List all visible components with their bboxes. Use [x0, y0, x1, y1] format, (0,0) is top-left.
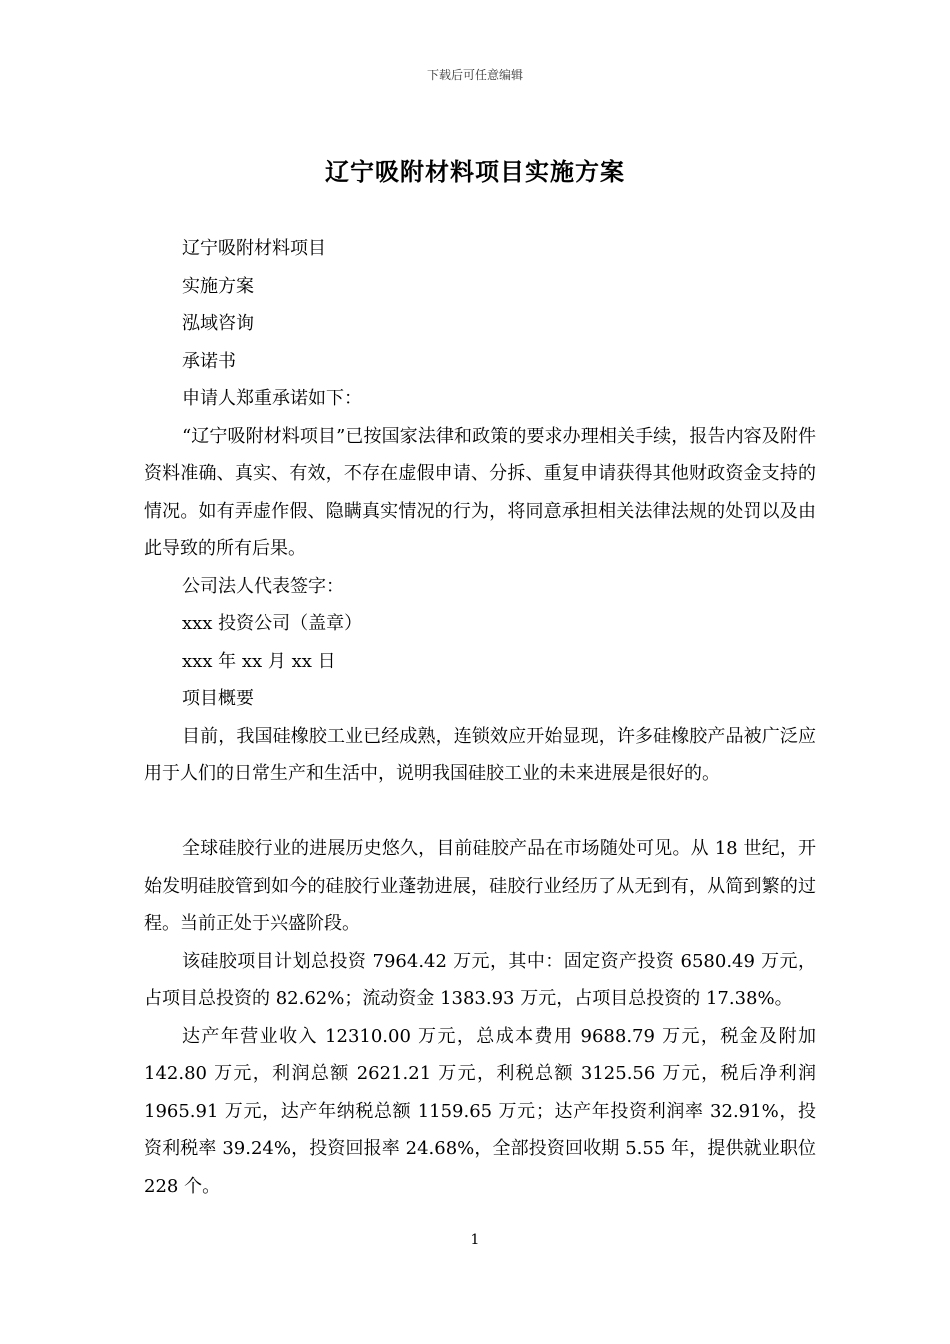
commitment-heading: 承诺书: [182, 350, 236, 372]
overview-paragraph-history: 全球硅胶行业的进展历史悠久，目前硅胶产品在市场随处可见。从 18 世纪，开始发明硅胶管到如今的硅胶行业蓬勃进展，硅胶行业经历了从无到有，从简到繁的过程。当前正处于兴盛阶段。: [144, 838, 816, 934]
overview-paragraph-financials: 达产年营业收入 12310.00 万元，总成本费用 9688.79 万元，税金及附加 142.80 万元，利润总额 2621.21 万元，利税总额 3125.56 万元，税后净利润 1965.91 万元，达产年纳税总额 1159.65 万元；达产年投资利润率 32.91%，投资利税率 39.24%，投资回报率 24.68%，全部投资回收期 5.55 年，提供就业职位 228 个。: [144, 1025, 816, 1197]
company-seal-line: xxx 投资公司（盖章）: [182, 613, 363, 634]
document-body: [144, 230, 816, 1205]
overview-heading: 项目概要: [182, 688, 254, 709]
consultant-line: 泓域咨询: [182, 313, 254, 334]
paragraph-spacer: [144, 793, 816, 831]
commitment-body: “辽宁吸附材料项目”已按国家法律和政策的要求办理相关手续，报告内容及附件资料准确、真实、有效，不存在虚假申请、分拆、重复申请获得其他财政资金支持的情况。如有弄虚作假、隐瞒真实情况的行为，将同意承担相关法律法规的处罚以及由此导致的所有后果。: [144, 425, 816, 559]
signature-label: 公司法人代表签字：: [182, 575, 344, 597]
project-name-line: 辽宁吸附材料项目: [182, 238, 326, 259]
page-number: 1: [470, 1232, 480, 1248]
overview-paragraph-investment: 该硅胶项目计划总投资 7964.42 万元，其中：固定资产投资 6580.49 万元，占项目总投资的 82.62%；流动资金 1383.93 万元，占项目总投资的 17.38%。: [144, 950, 816, 1009]
overview-paragraph-industry: 目前，我国硅橡胶工业已经成熟，连锁效应开始显现，许多硅橡胶产品被广泛应用于人们的日常生产和生活中，说明我国硅胶工业的未来进展是很好的。: [144, 725, 816, 784]
document-title: 辽宁吸附材料项目实施方案: [325, 157, 625, 186]
document-type-line: 实施方案: [182, 275, 254, 297]
commitment-intro: 申请人郑重承诺如下：: [182, 388, 362, 409]
date-line: xxx 年 xx 月 xx 日: [182, 650, 336, 672]
page-header-note: 下载后可任意编辑: [426, 68, 523, 82]
